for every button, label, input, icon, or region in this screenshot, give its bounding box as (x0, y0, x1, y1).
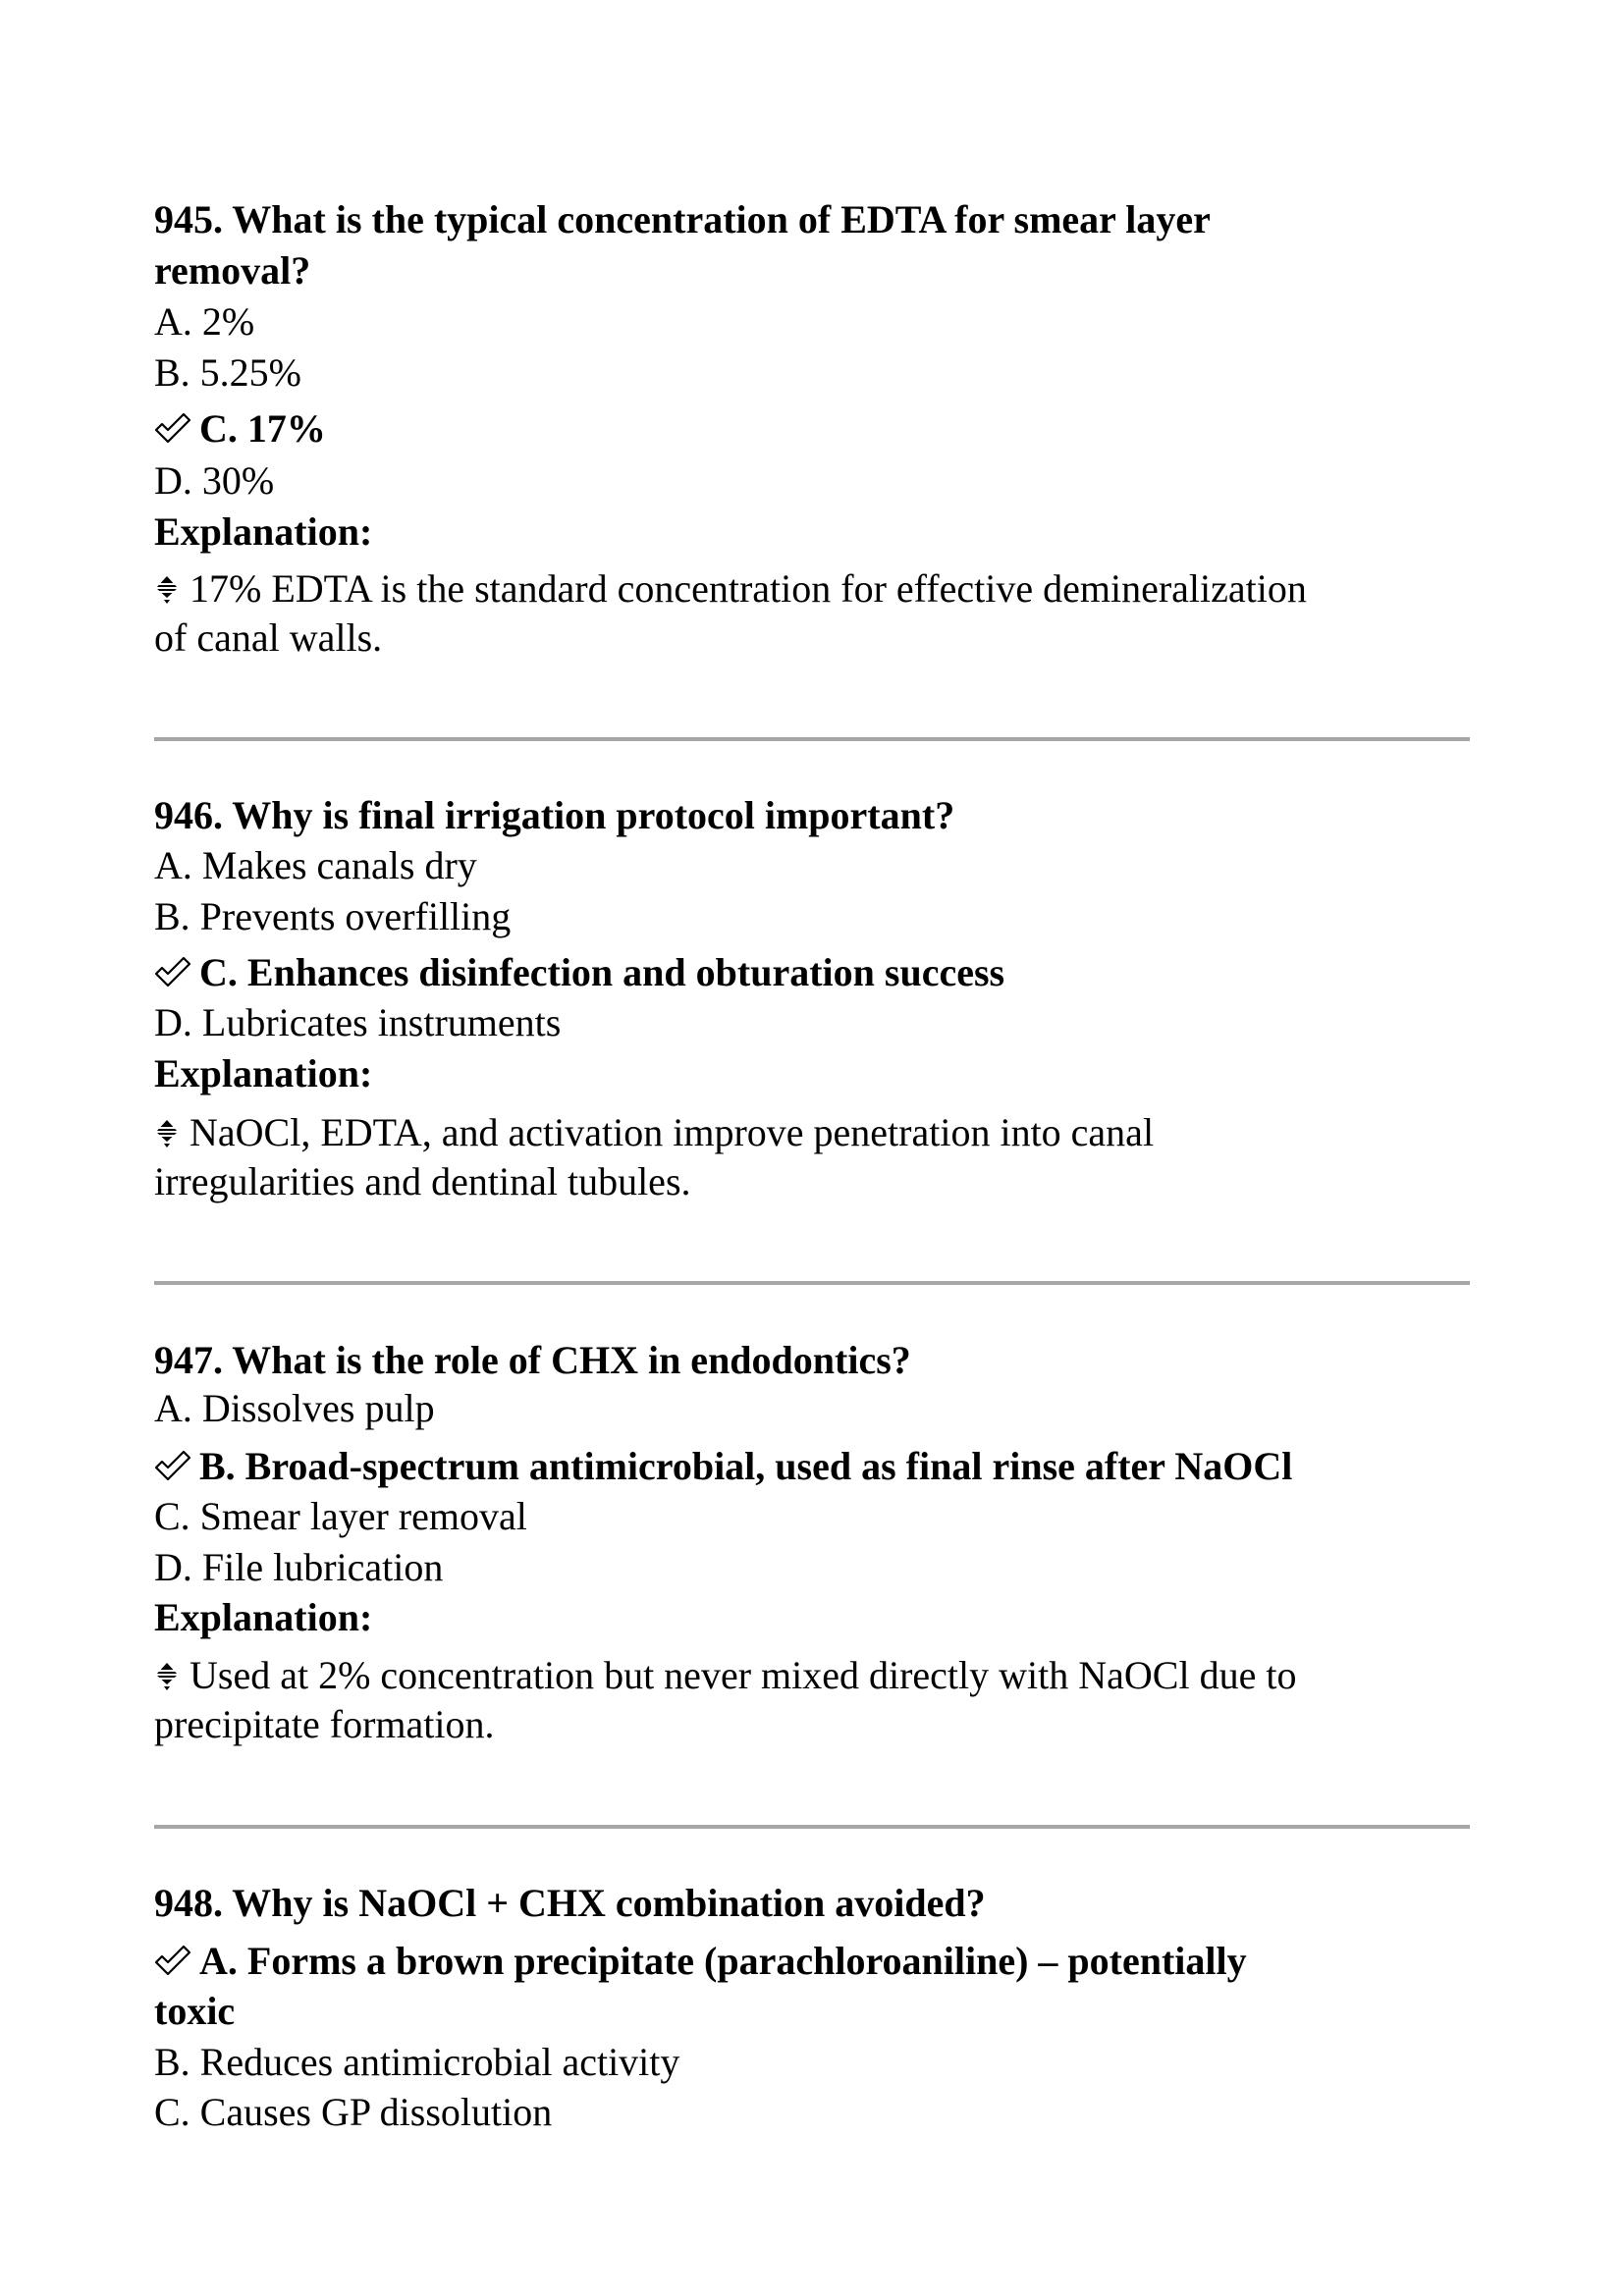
option-label: A. Forms a brown precipitate (parachloroaniline) – potentially (199, 1939, 1247, 1983)
outlined-check-icon (154, 412, 191, 444)
outlined-check-icon (154, 1450, 191, 1481)
question-title: 946. Why is final irrigation protocol important? (154, 793, 955, 837)
explanation-label: Explanation: (154, 1595, 373, 1639)
question-title: 945. What is the typical concentration of EDTA for smear layer (154, 197, 1211, 241)
section-divider (154, 1825, 1470, 1829)
option-a-cont: toxic (154, 1989, 236, 2033)
question-title: 948. Why is NaOCl + CHX combination avoided? (154, 1881, 986, 1925)
option-a-correct (154, 1939, 1247, 1983)
explanation-text (154, 566, 1307, 611)
option-b: B. Reduces antimicrobial activity (154, 2040, 680, 2084)
explanation-line: 17% EDTA is the standard concentration for effective demineralization (189, 566, 1307, 611)
option-b: B. Prevents overfilling (154, 894, 512, 938)
section-divider (154, 737, 1470, 741)
option-a: A. Makes canals dry (154, 843, 477, 887)
striped-diamond-bullet-icon (154, 1661, 180, 1690)
option-d: D. Lubricates instruments (154, 1000, 562, 1044)
option-c: C. Smear layer removal (154, 1494, 527, 1538)
option-label: C. 17% (199, 406, 326, 451)
explanation-line: NaOCl, EDTA, and activation improve penetration into canal (189, 1110, 1155, 1154)
option-label: C. Enhances disinfection and obturation success (199, 950, 1005, 994)
question-title: 947. What is the role of CHX in endodontics? (154, 1338, 911, 1382)
option-label: B. Broad-spectrum antimicrobial, used as final rinse after NaOCl (199, 1444, 1293, 1488)
explanation-label: Explanation: (154, 509, 373, 554)
explanation-line-cont: of canal walls. (154, 615, 383, 660)
section-divider (154, 1281, 1470, 1285)
outlined-check-icon (154, 956, 191, 988)
striped-diamond-bullet-icon (154, 1118, 180, 1148)
explanation-line-cont: irregularities and dentinal tubules. (154, 1159, 691, 1203)
option-b-correct (154, 1444, 1293, 1488)
outlined-check-icon (154, 1945, 191, 1976)
explanation-line: Used at 2% concentration but never mixed directly with NaOCl due to (189, 1653, 1297, 1697)
option-c-correct (154, 406, 326, 451)
option-c: C. Causes GP dissolution (154, 2090, 553, 2134)
option-a: A. 2% (154, 299, 255, 344)
option-c-correct (154, 950, 1005, 994)
explanation-text (154, 1653, 1297, 1697)
explanation-label: Explanation: (154, 1051, 373, 1095)
question-title-cont: removal? (154, 248, 311, 293)
explanation-text (154, 1110, 1155, 1154)
explanation-line-cont: precipitate formation. (154, 1702, 495, 1746)
striped-diamond-bullet-icon (154, 574, 180, 604)
option-d: D. 30% (154, 458, 275, 503)
option-d: D. File lubrication (154, 1545, 444, 1589)
option-a: A. Dissolves pulp (154, 1386, 435, 1430)
option-b: B. 5.25% (154, 350, 301, 395)
